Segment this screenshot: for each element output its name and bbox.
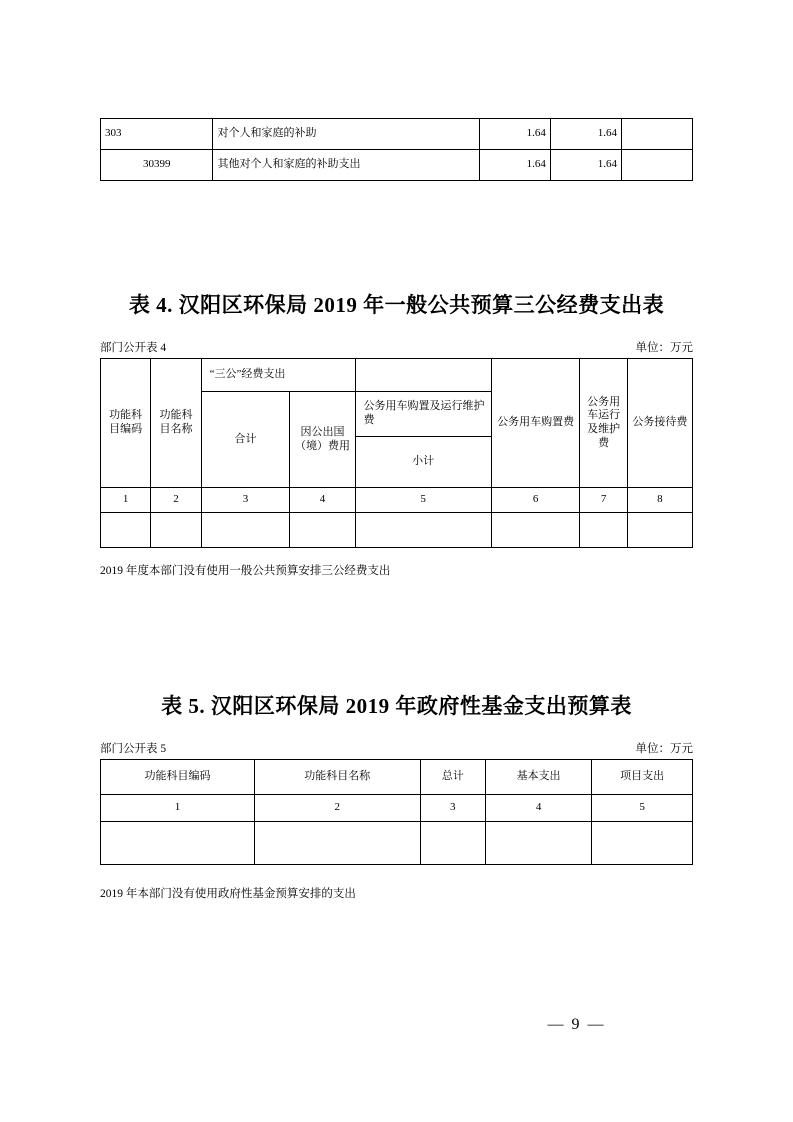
col-number: 6 (491, 488, 580, 513)
continued-budget-table (100, 118, 693, 181)
cell-value: 1.64 (479, 150, 550, 181)
table-row (101, 119, 693, 150)
col-number: 3 (201, 488, 290, 513)
col-number: 7 (580, 488, 627, 513)
table5-blank-row (101, 822, 693, 865)
cell-empty (254, 822, 420, 865)
header-func-code: 功能科目编码 (101, 359, 151, 488)
table4-caption (100, 339, 693, 355)
cell-empty (290, 513, 355, 548)
table5-title: 表 5. 汉阳区环保局 2019 年政府性基金支出预算表 (161, 694, 632, 718)
table5-caption-right: 单位：万元 (635, 743, 693, 755)
header-total: 总计 (420, 760, 485, 795)
col-number: 1 (101, 795, 255, 822)
cell-empty (580, 513, 627, 548)
table4-blank-row (101, 513, 693, 548)
header-project-expenditure: 项目支出 (592, 760, 693, 795)
cell-name: 其他对个人和家庭的补助支出 (213, 150, 479, 181)
cell-name: 对个人和家庭的补助 (213, 119, 479, 150)
table5-number-row (101, 795, 693, 822)
header-vehicle-group: 公务用车购置及运行维护费 (355, 392, 491, 437)
table4-title: 表 4. 汉阳区环保局 2019 年一般公共预算三公经费支出表 (128, 293, 665, 317)
header-total: 合计 (201, 392, 290, 488)
table5-caption (100, 740, 693, 756)
cell-empty (151, 513, 201, 548)
table5-government-fund-expenditure (100, 759, 693, 865)
header-hospitality: 公务接待费 (627, 359, 692, 488)
cell-empty (101, 822, 255, 865)
page-number: — 9 — (547, 1016, 606, 1033)
table4-note: 2019 年度本部门没有使用一般公共预算安排三公经费支出 (100, 565, 391, 577)
table5-note: 2019 年本部门没有使用政府性基金预算安排的支出 (100, 888, 356, 900)
header-sangong-group: “三公”经费支出 (201, 359, 355, 392)
table4-caption-left: 部门公开表 4 (100, 342, 167, 354)
table4-number-row (101, 488, 693, 513)
header-vehicle-sub: 小计 (355, 437, 491, 488)
col-number: 2 (151, 488, 201, 513)
table4-caption-right: 单位：万元 (635, 342, 693, 354)
header-spacer-a (355, 359, 491, 392)
cell-empty (592, 822, 693, 865)
table4-header-row-1 (101, 359, 693, 392)
col-number: 5 (355, 488, 491, 513)
col-number: 1 (101, 488, 151, 513)
col-number: 5 (592, 795, 693, 822)
cell-value (621, 119, 692, 150)
cell-code: 303 (101, 119, 213, 150)
cell-empty (491, 513, 580, 548)
cell-value: 1.64 (479, 119, 550, 150)
cell-empty (201, 513, 290, 548)
cell-value: 1.64 (550, 119, 621, 150)
cell-value: 1.64 (550, 150, 621, 181)
header-abroad: 因公出国（境）费用 (290, 392, 355, 488)
cell-value (621, 150, 692, 181)
header-vehicle-purchase: 公务用车购置费 (491, 359, 580, 488)
table5-header-row (101, 760, 693, 795)
header-func-name: 功能科目名称 (151, 359, 201, 488)
col-number: 2 (254, 795, 420, 822)
header-func-name: 功能科目名称 (254, 760, 420, 795)
cell-empty (101, 513, 151, 548)
header-basic-expenditure: 基本支出 (485, 760, 592, 795)
col-number: 3 (420, 795, 485, 822)
col-number: 8 (627, 488, 692, 513)
continued-table-section (100, 0, 693, 181)
cell-empty (420, 822, 485, 865)
cell-code: 30399 (101, 150, 213, 181)
cell-empty (627, 513, 692, 548)
header-func-code: 功能科目编码 (101, 760, 255, 795)
header-vehicle-operate: 公务用车运行及维护费 (580, 359, 627, 488)
col-number: 4 (290, 488, 355, 513)
table5-caption-left: 部门公开表 5 (100, 743, 167, 755)
cell-empty (485, 822, 592, 865)
col-number: 4 (485, 795, 592, 822)
cell-empty (355, 513, 491, 548)
table4-sangong-expenditure (100, 358, 693, 548)
table-row (101, 150, 693, 181)
